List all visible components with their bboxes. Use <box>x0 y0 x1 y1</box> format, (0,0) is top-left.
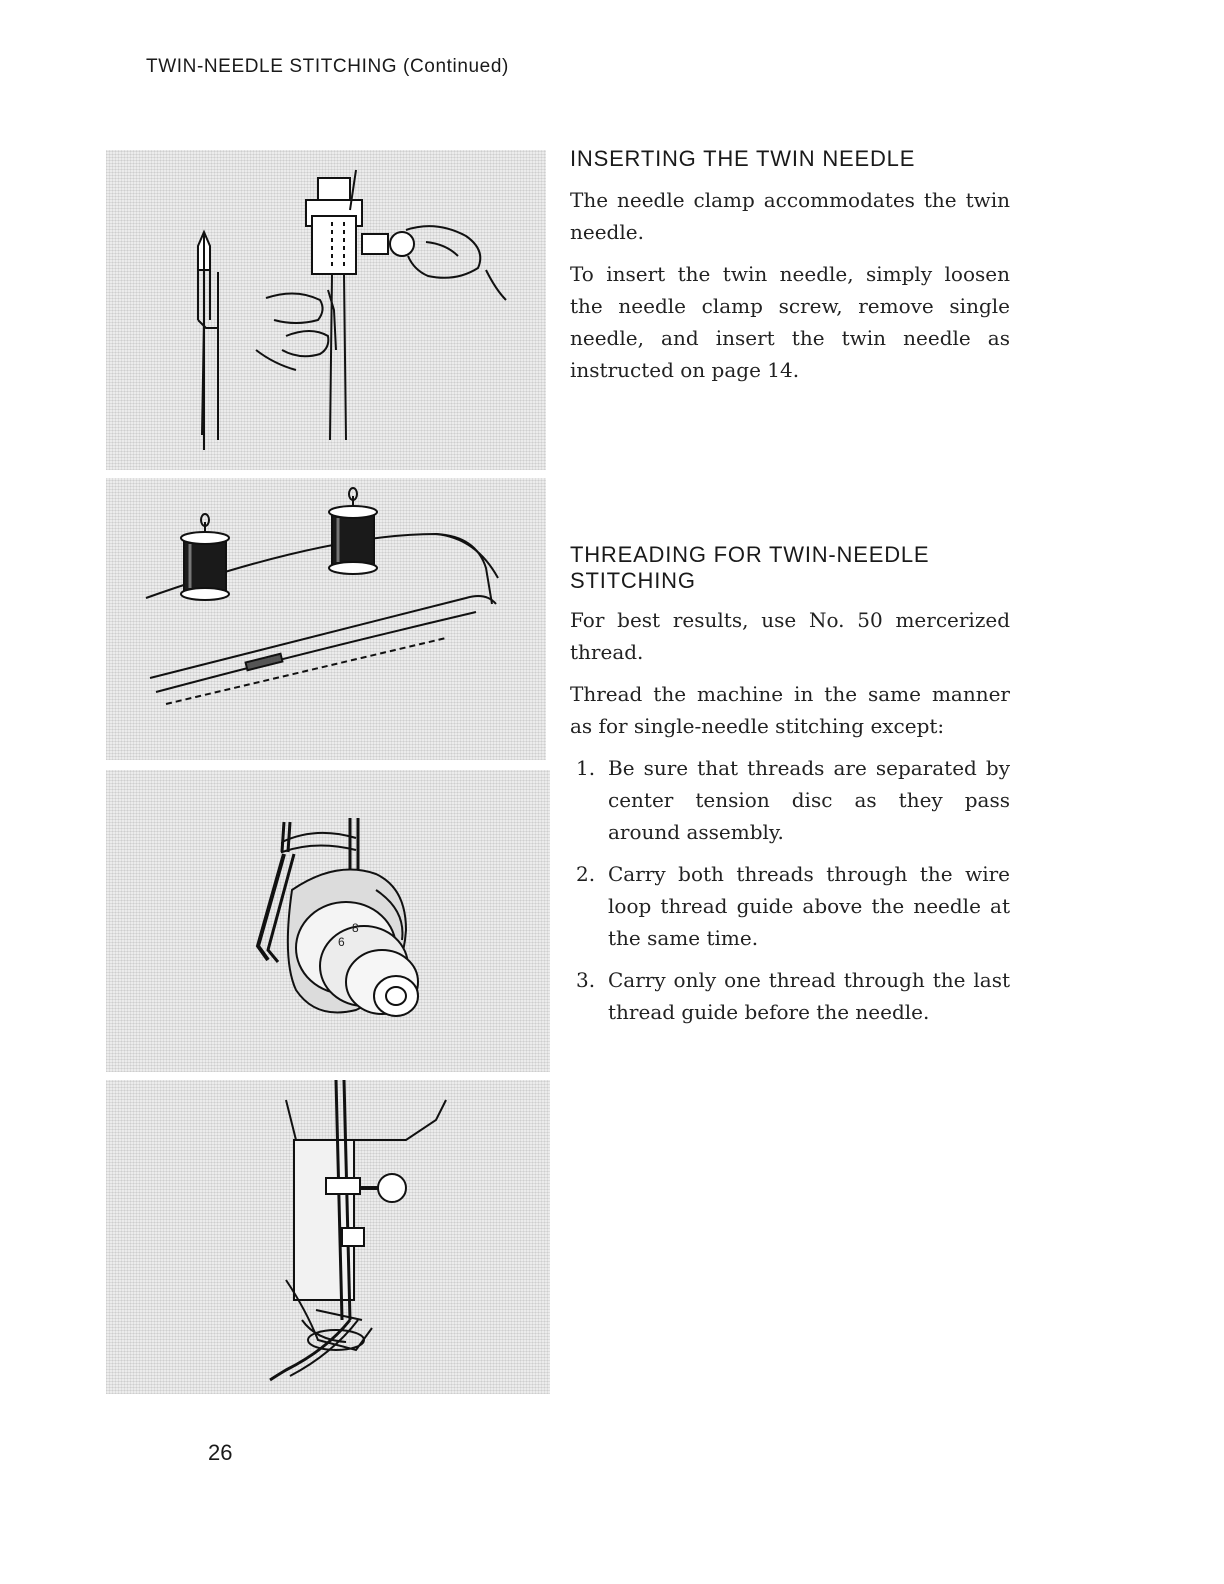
step-number: 2. <box>576 862 596 886</box>
list-item <box>570 858 1010 954</box>
paragraph-thread-machine: Thread the machine in the same manner as for single-needle stitching except: <box>570 682 1010 738</box>
tension-assembly-icon <box>106 770 550 1072</box>
section-threading <box>570 542 1010 1038</box>
step-number: 3. <box>576 968 596 992</box>
paragraph-thread-recommendation: For best results, use No. 50 mercerized thread. <box>570 608 1010 664</box>
running-head: TWIN-NEEDLE STITCHING (Continued) <box>146 56 509 77</box>
paragraph-insert-instructions: To insert the twin needle, simply loosen the needle clamp screw, remove single needle, and insert the twin needle as instructed on page 14. <box>570 262 1010 382</box>
heading-threading <box>570 542 1010 594</box>
thread-guide-icon <box>106 1080 550 1394</box>
svg-text:8: 8 <box>352 921 359 935</box>
spool-pins-icon <box>106 478 546 760</box>
heading-inserting-twin-needle: INSERTING THE TWIN NEEDLE <box>570 146 916 171</box>
step-text: Carry only one thread through the last thread guide before the needle. <box>608 968 1010 1024</box>
needle-clamp-icon <box>106 150 546 470</box>
illustration-spools <box>106 478 546 760</box>
threading-steps <box>570 752 1010 1028</box>
step-text: Be sure that threads are separated by center tension disc as they pass around assembly. <box>608 756 1010 844</box>
step-text: Carry both threads through the wire loop thread guide above the needle at the same time. <box>608 862 1010 950</box>
section-inserting-needle <box>570 146 1010 396</box>
list-item <box>570 752 1010 848</box>
page-number: 26 <box>208 1440 233 1465</box>
heading-threading-line1: THREADING FOR TWIN-NEEDLE <box>570 542 930 567</box>
step-number: 1. <box>576 756 596 780</box>
illustration-thread-guide <box>106 1080 550 1394</box>
paragraph-needle-clamp: The needle clamp accommodates the twin needle. <box>570 188 1010 244</box>
illustration-twin-needle <box>106 150 546 470</box>
illustration-tension <box>106 770 550 1072</box>
svg-text:6: 6 <box>338 935 345 949</box>
list-item <box>570 964 1010 1028</box>
heading-threading-line2: STITCHING <box>570 568 696 593</box>
